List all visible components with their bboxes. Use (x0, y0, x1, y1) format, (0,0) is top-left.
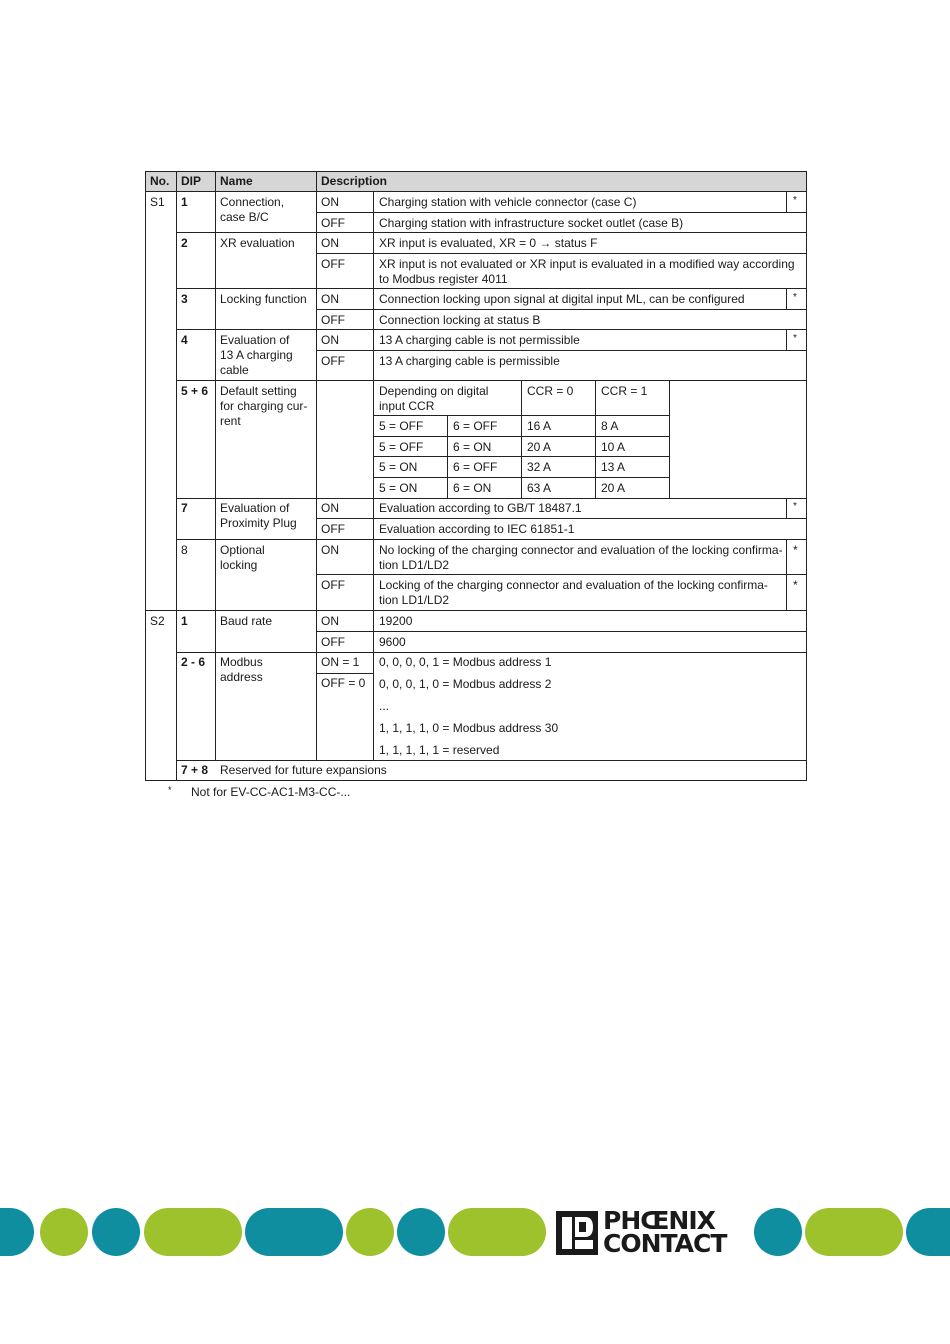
footer-decor-shape (144, 1208, 242, 1256)
description: tion LD1/LD2 (379, 593, 450, 607)
switch-s1-label: S1 (150, 195, 165, 209)
footer-decor-shape (754, 1208, 802, 1256)
state-on: ON (321, 195, 339, 209)
ccr1-header: CCR = 1 (601, 384, 648, 398)
dip-2: 2 (181, 236, 188, 250)
current-row-switch5: 5 = OFF (379, 419, 424, 433)
description: XR input is not evaluated or XR input is evaluated in a modified way according (379, 257, 795, 271)
current-row-ccr1: 8 A (601, 419, 619, 433)
header-description: Description (321, 174, 388, 188)
name-13a-cable-2: 13 A charging (220, 348, 293, 362)
state-off: OFF (321, 216, 345, 230)
name-default-current: Default setting (220, 384, 297, 398)
state-on: ON (321, 501, 339, 515)
current-row-switch6: 6 = OFF (453, 419, 498, 433)
s2-dip-7-8: 7 + 8 (181, 763, 209, 777)
description: 9600 (379, 635, 406, 649)
description: Locking of the charging connector and evaluation of the locking confirma- (379, 578, 768, 592)
current-row-ccr0: 32 A (527, 460, 552, 474)
name-proximity-plug-2: Proximity Plug (220, 516, 297, 530)
name-xr-evaluation: XR evaluation (220, 236, 295, 250)
current-row-ccr0: 20 A (527, 440, 552, 454)
state-off: OFF (321, 313, 345, 327)
description: tion LD1/LD2 (379, 558, 450, 572)
footer-decor-shape (40, 1208, 88, 1256)
dip-1: 1 (181, 195, 188, 209)
state-off: OFF (321, 257, 345, 271)
footer-decor-shape (346, 1208, 394, 1256)
description: Charging station with vehicle connector (case C) (379, 195, 637, 209)
footnote-mark: * (793, 578, 798, 592)
dip-8: 8 (181, 543, 188, 557)
state-on: ON (321, 333, 339, 347)
description: No locking of the charging connector and evaluation of the locking confirma- (379, 543, 783, 557)
footnote-mark: * (793, 333, 797, 344)
footer-decor-shape (448, 1208, 546, 1256)
description: Connection locking at status B (379, 313, 541, 327)
footer-decor-shape (397, 1208, 445, 1256)
name-proximity-plug: Evaluation of (220, 501, 290, 515)
description: to Modbus register 4011 (379, 272, 508, 286)
logo-text-line1: PHŒNIX (603, 1206, 715, 1235)
header-name: Name (220, 174, 253, 188)
state-off: OFF (321, 635, 345, 649)
footnote-mark: * (793, 543, 798, 557)
current-row-switch5: 5 = OFF (379, 440, 424, 454)
description: Charging station with infrastructure socket outlet (case B) (379, 216, 684, 230)
modbus-address-line: 0, 0, 0, 1, 0 = Modbus address 2 (379, 677, 552, 691)
logo-text-line2: CONTACT (603, 1229, 727, 1258)
modbus-address-line: 1, 1, 1, 1, 0 = Modbus address 30 (379, 721, 559, 735)
name-connection-2: case B/C (220, 210, 269, 224)
modbus-address-line: 1, 1, 1, 1, 1 = reserved (379, 743, 500, 757)
description: 19200 (379, 614, 413, 628)
name-13a-cable: Evaluation of (220, 333, 290, 347)
name-optional-locking: Optional (220, 543, 265, 557)
footnote-text: Not for EV-CC-AC1-M3-CC-... (191, 785, 351, 799)
dip-3: 3 (181, 292, 188, 306)
current-row-ccr1: 10 A (601, 440, 626, 454)
s2-dip-2-6: 2 - 6 (181, 655, 206, 669)
subtable-header: Depending on digital (379, 384, 489, 398)
name-default-current-3: rent (220, 414, 241, 428)
dip-7: 7 (181, 501, 188, 515)
current-row-ccr1: 13 A (601, 460, 626, 474)
description: XR input is evaluated, XR = 0 → status F (379, 236, 598, 250)
logo-mark-icon (555, 1210, 599, 1256)
name-connection: Connection, (220, 195, 285, 209)
footnote-mark: * (793, 195, 797, 206)
current-row-ccr1: 20 A (601, 481, 626, 495)
current-row-switch5: 5 = ON (379, 460, 418, 474)
name-baud-rate: Baud rate (220, 614, 273, 628)
state-off: OFF (321, 522, 345, 536)
dip-4: 4 (181, 333, 188, 347)
current-row-ccr0: 16 A (527, 419, 552, 433)
footnote-mark: * (168, 785, 172, 795)
state-on: ON (321, 543, 339, 557)
header-dip: DIP (181, 174, 202, 188)
description: Reserved for future expansions (220, 763, 387, 777)
footnote-mark: * (793, 501, 797, 512)
footer-decor-shape (805, 1208, 903, 1256)
state-off: OFF = 0 (321, 676, 366, 690)
state-off: OFF (321, 354, 345, 368)
current-row-switch6: 6 = OFF (453, 460, 498, 474)
phoenix-contact-logo (555, 1206, 750, 1258)
name-default-current-2: for charging cur- (220, 399, 308, 413)
modbus-address-line: ... (379, 699, 390, 713)
state-on: ON (321, 614, 339, 628)
s2-dip-1: 1 (181, 614, 188, 628)
name-optional-locking-2: locking (220, 558, 258, 572)
footer-decor-shape (906, 1208, 950, 1256)
current-row-switch6: 6 = ON (453, 481, 492, 495)
modbus-address-line: 0, 0, 0, 0, 1 = Modbus address 1 (379, 655, 552, 669)
description: Evaluation according to IEC 61851-1 (379, 522, 575, 536)
description: 13 A charging cable is permissible (379, 354, 560, 368)
dip-5-6: 5 + 6 (181, 384, 209, 398)
footer-decor-shape (245, 1208, 343, 1256)
name-locking-function: Locking function (220, 292, 307, 306)
switch-s2-label: S2 (150, 614, 165, 628)
state-on: ON (321, 236, 339, 250)
subtable-header-2: input CCR (379, 399, 435, 413)
footnote-mark: * (793, 292, 797, 303)
current-row-ccr0: 63 A (527, 481, 552, 495)
state-on: ON (321, 292, 339, 306)
state-on: ON = 1 (321, 655, 360, 669)
name-13a-cable-3: cable (220, 363, 249, 377)
name-modbus-address: Modbus (220, 655, 263, 669)
current-row-switch6: 6 = ON (453, 440, 492, 454)
ccr0-header: CCR = 0 (527, 384, 574, 398)
state-off: OFF (321, 578, 345, 592)
description: 13 A charging cable is not permissible (379, 333, 580, 347)
header-no: No. (150, 174, 170, 188)
current-row-switch5: 5 = ON (379, 481, 418, 495)
name-modbus-address-2: address (220, 670, 263, 684)
footer-decor-shape (0, 1208, 34, 1256)
footer-decor-shape (92, 1208, 140, 1256)
description: Connection locking upon signal at digital input ML, can be configured (379, 292, 745, 306)
description: Evaluation according to GB/T 18487.1 (379, 501, 582, 515)
